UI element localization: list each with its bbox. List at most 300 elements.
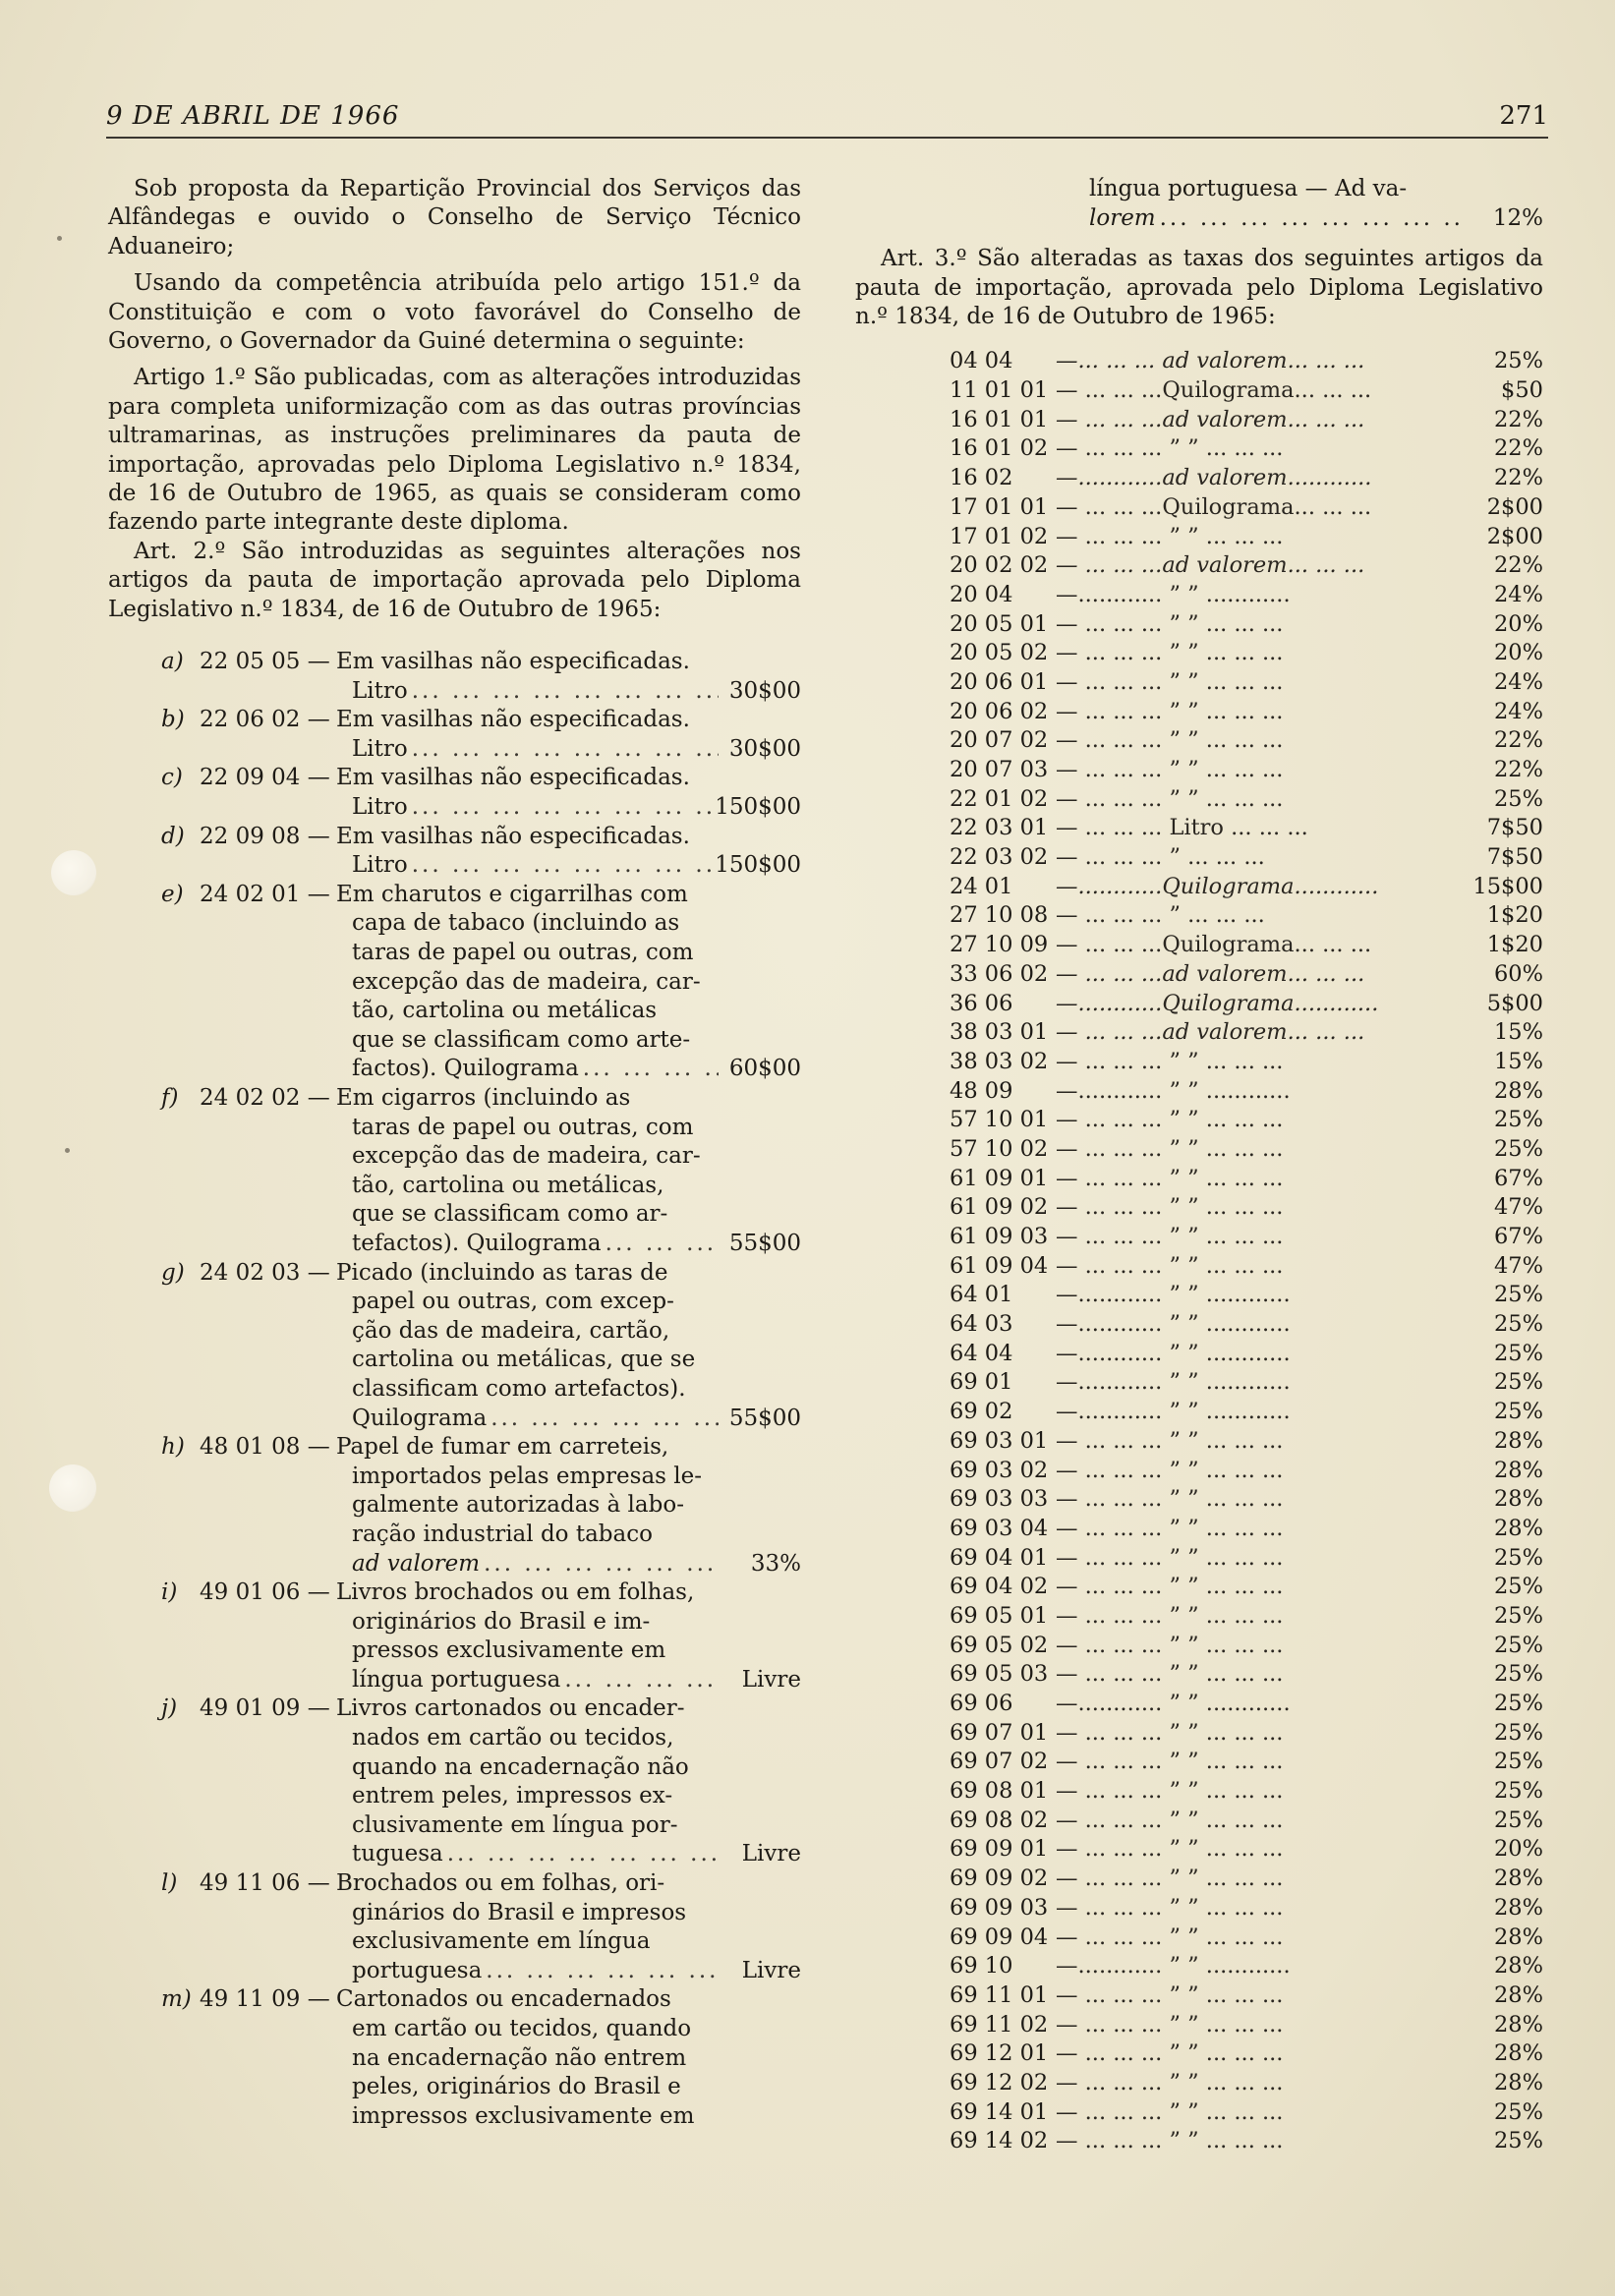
tariff-unit: — ... ... ... ” ” ... ... ...: [1056, 2069, 1284, 2095]
tariff-unit: —............ ” ” ............: [1056, 1953, 1291, 1980]
tariff-code: 61 09 01: [950, 1165, 1049, 1191]
item-unit: Litro: [352, 735, 408, 762]
tariff-unit: — ... ... ...ad valorem... ... ...: [1056, 960, 1365, 987]
tariff-rate: 25%: [1493, 1632, 1543, 1658]
item-text-line: Picado (incluindo as taras de: [336, 1259, 668, 1286]
item-m-continuation: [1089, 175, 1543, 233]
tariff-unit: —............ ” ” ............: [1056, 1369, 1291, 1396]
tariff-unit: — ... ... ... ” ” ... ... ...: [1056, 1544, 1284, 1571]
tariff-unit: — ... ... ... ” ” ... ... ...: [1056, 757, 1284, 783]
item-tariff-code: 22 06 02 —: [200, 707, 330, 733]
item-letter: e): [161, 881, 184, 907]
tariff-table: [950, 347, 1543, 2156]
tariff-rate: 25%: [1493, 1807, 1543, 1833]
tariff-row: [950, 523, 1543, 552]
tariff-unit: — ... ... ... ” ” ... ... ...: [1056, 610, 1284, 637]
amendment-items-list: [108, 648, 801, 2131]
tariff-unit: — ... ... ... ” ” ... ... ...: [1056, 1719, 1284, 1746]
tariff-rate: 47%: [1493, 1194, 1543, 1221]
tariff-unit: — ... ... ... ” ” ... ... ...: [1056, 435, 1284, 462]
tariff-code: 57 10 02: [950, 1135, 1049, 1162]
item-text-line: Em vasilhas não especificadas.: [336, 823, 690, 849]
tariff-row: [950, 990, 1543, 1019]
amendment-item: [108, 1259, 801, 1434]
tariff-row: [950, 1310, 1543, 1340]
tariff-row: [950, 668, 1543, 698]
tariff-row: [950, 1252, 1543, 1282]
article-3-paragraph: Art. 3.º São alteradas as taxas dos seguintes artigos da pauta de importação, aprovada pelo Diploma Legislativo n.º 1834, de 16 de Outubro de 1965:: [855, 246, 1543, 329]
tariff-row: [950, 406, 1543, 435]
tariff-unit: — ... ... ... ” ” ... ... ...: [1056, 1836, 1284, 1863]
right-column: [855, 175, 1543, 2156]
tariff-rate: 25%: [1493, 1574, 1543, 1600]
item-value: 150$00: [715, 852, 801, 879]
tariff-row: [950, 1632, 1543, 1661]
tariff-unit: —............Quilograma............: [1056, 990, 1379, 1016]
tariff-rate: 28%: [1493, 1953, 1543, 1980]
item-tariff-code: 49 01 06 —: [200, 1579, 330, 1606]
tariff-rate: 25%: [1493, 1719, 1543, 1746]
item-value: 30$00: [728, 677, 801, 704]
item-tariff-code: 48 01 08 —: [200, 1434, 330, 1461]
tariff-rate: 22%: [1493, 465, 1543, 491]
tariff-unit: — ... ... ...ad valorem... ... ...: [1056, 406, 1365, 432]
intro-paragraph: Sob proposta da Repartição Provincial dos Serviços das Alfândegas e ouvido o Conselho de Serviço Técnico Aduaneiro;: [108, 176, 801, 259]
tariff-row: [950, 814, 1543, 843]
tariff-unit: —............ ” ” ............: [1056, 1340, 1291, 1366]
tariff-rate: 22%: [1493, 435, 1543, 462]
tariff-unit: — ... ... ... ” ” ... ... ...: [1056, 1194, 1284, 1221]
page-number: 271: [1499, 101, 1548, 131]
item-letter: h): [161, 1434, 185, 1461]
tariff-rate: 28%: [1493, 2069, 1543, 2095]
item-text-line: Papel de fumar em carreteis,: [336, 1434, 669, 1461]
tariff-unit: — ... ... ... ” ... ... ...: [1056, 902, 1265, 929]
usando-paragraph: Usando da competência atribuída pelo artigo 151.º da Constituição e com o voto favorável do Conselho de Governo, o Governador da Guiné determina o seguinte:: [108, 270, 801, 355]
item-value: 55$00: [728, 1405, 801, 1431]
item-value: Livre: [741, 1666, 801, 1693]
tariff-code: 61 09 02: [950, 1194, 1049, 1221]
tariff-rate: 2$00: [1486, 523, 1543, 549]
tariff-rate: 28%: [1493, 2040, 1543, 2067]
tariff-code: 16 02: [950, 465, 1013, 491]
tariff-row: [950, 2069, 1543, 2098]
item-value: 12%: [1492, 204, 1543, 231]
tariff-rate: 15%: [1493, 1048, 1543, 1074]
tariff-rate: 22%: [1493, 757, 1543, 783]
tariff-code: 69 09 01: [950, 1836, 1049, 1863]
tariff-rate: 25%: [1493, 1399, 1543, 1425]
tariff-code: 38 03 01: [950, 1019, 1049, 1046]
tariff-code: 64 01: [950, 1282, 1013, 1308]
tariff-rate: 25%: [1493, 1749, 1543, 1775]
tariff-row: [950, 2098, 1543, 2128]
left-column: [108, 175, 801, 2131]
tariff-rate: 20%: [1493, 610, 1543, 637]
tariff-rate: 25%: [1493, 2098, 1543, 2125]
item-tariff-code: 22 09 04 —: [200, 765, 330, 791]
tariff-row: [950, 610, 1543, 640]
dot-leader: [412, 793, 711, 823]
tariff-code: 20 05 02: [950, 640, 1049, 666]
tariff-rate: 28%: [1493, 1866, 1543, 1892]
tariff-rate: 25%: [1493, 1602, 1543, 1629]
tariff-unit: — ... ... ...Quilograma... ... ...: [1056, 493, 1372, 520]
item-text-line: quando na encadernação não: [352, 1753, 689, 1780]
tariff-code: 33 06 02: [950, 960, 1049, 987]
amendment-item: [108, 1869, 801, 1985]
tariff-rate: $50: [1501, 377, 1543, 404]
amendment-item: [108, 823, 801, 881]
item-unit: portuguesa: [352, 1957, 483, 1983]
item-value: 150$00: [715, 794, 801, 821]
tariff-unit: — ... ... ... ” ” ... ... ...: [1056, 2011, 1284, 2038]
tariff-row: [950, 901, 1543, 931]
tariff-code: 24 01: [950, 873, 1013, 899]
tariff-unit: — ... ... ... ” ” ... ... ...: [1056, 1457, 1284, 1483]
tariff-rate: 15%: [1493, 1019, 1543, 1046]
tariff-unit: — ... ... ... ” ” ... ... ...: [1056, 1749, 1284, 1775]
tariff-unit: — ... ... ... ” ” ... ... ...: [1056, 668, 1284, 695]
tariff-unit: — ... ... ... ” ” ... ... ...: [1056, 1602, 1284, 1629]
page-header: [106, 101, 1548, 139]
tariff-rate: 25%: [1493, 785, 1543, 812]
tariff-row: [950, 2127, 1543, 2156]
tariff-unit: —............ ” ” ............: [1056, 1691, 1291, 1717]
tariff-rate: 22%: [1493, 727, 1543, 754]
tariff-rate: 7$50: [1486, 844, 1543, 871]
item-text-line: originários do Brasil e im-: [352, 1608, 651, 1635]
tariff-code: 69 03 01: [950, 1427, 1049, 1454]
tariff-row: [950, 1048, 1543, 1077]
tariff-code: 69 08 01: [950, 1778, 1049, 1805]
continuation-line: lorem: [1089, 204, 1156, 231]
tariff-row: [950, 698, 1543, 727]
tariff-code: 69 05 01: [950, 1602, 1049, 1629]
item-tariff-code: 22 05 05 —: [200, 649, 330, 675]
punch-hole-top: [51, 850, 96, 895]
tariff-code: 69 09 02: [950, 1866, 1049, 1892]
tariff-rate: 25%: [1493, 1311, 1543, 1338]
tariff-rate: 1$20: [1486, 902, 1543, 929]
tariff-rate: 24%: [1493, 698, 1543, 724]
item-tariff-code: 49 01 09 —: [200, 1695, 330, 1722]
dot-leader: [412, 677, 719, 707]
item-text-line: importados pelas empresas le-: [352, 1463, 703, 1489]
amendment-item: [108, 1578, 801, 1694]
tariff-rate: 22%: [1493, 552, 1543, 579]
item-letter: j): [161, 1695, 178, 1722]
tariff-row: [950, 1018, 1543, 1048]
amendment-item: [108, 706, 801, 764]
tariff-row: [950, 1894, 1543, 1923]
tariff-row: [950, 1660, 1543, 1690]
tariff-unit: — ... ... ... ” ” ... ... ...: [1056, 1923, 1284, 1950]
item-tariff-code: 24 02 03 —: [200, 1259, 330, 1286]
tariff-row: [950, 1777, 1543, 1807]
tariff-unit: —............ ” ” ............: [1056, 1311, 1291, 1338]
tariff-code: 22 03 01: [950, 815, 1049, 841]
tariff-unit: — ... ... ... ” ” ... ... ...: [1056, 727, 1284, 754]
tariff-rate: 25%: [1493, 1282, 1543, 1308]
item-value: 55$00: [728, 1230, 801, 1256]
item-unit: ad valorem: [352, 1550, 481, 1577]
tariff-row: [950, 347, 1543, 376]
tariff-rate: 28%: [1493, 1427, 1543, 1454]
tariff-row: [950, 493, 1543, 523]
item-text-line: Em vasilhas não especificadas.: [336, 765, 690, 791]
tariff-unit: — ... ... ... ” ” ... ... ...: [1056, 2040, 1284, 2067]
item-text-line: Em charutos e cigarrilhas com: [336, 881, 688, 907]
tariff-row: [950, 873, 1543, 902]
tariff-code: 69 14 01: [950, 2098, 1049, 2125]
tariff-rate: 28%: [1493, 2011, 1543, 2038]
tariff-row: [950, 960, 1543, 990]
tariff-row: [950, 376, 1543, 406]
item-letter: a): [161, 649, 184, 675]
tariff-rate: 20%: [1493, 1836, 1543, 1863]
item-text-line: que se classificam como ar-: [352, 1201, 668, 1228]
tariff-unit: — ... ... ... ” ” ... ... ...: [1056, 1866, 1284, 1892]
item-text-line: Em cigarros (incluindo as: [336, 1085, 631, 1111]
item-text-line: pressos exclusivamente em: [352, 1637, 666, 1664]
tariff-code: 20 07 03: [950, 757, 1049, 783]
tariff-row: [950, 785, 1543, 815]
tariff-row: [950, 726, 1543, 756]
tariff-unit: — ... ... ... ” ” ... ... ...: [1056, 523, 1284, 549]
tariff-unit: — ... ... ... ” ” ... ... ...: [1056, 698, 1284, 724]
tariff-rate: 22%: [1493, 406, 1543, 432]
amendment-item: [108, 881, 801, 1084]
dot-leader: [412, 851, 711, 881]
tariff-code: 48 09: [950, 1077, 1013, 1104]
tariff-code: 69 07 02: [950, 1749, 1049, 1775]
tariff-row: [950, 1193, 1543, 1223]
dot-leader: [447, 1840, 719, 1869]
tariff-rate: 2$00: [1486, 493, 1543, 520]
tariff-unit: — ... ... ... ” ” ... ... ...: [1056, 1107, 1284, 1133]
tariff-code: 69 08 02: [950, 1807, 1049, 1833]
tariff-row: [950, 1427, 1543, 1457]
tariff-code: 27 10 09: [950, 932, 1049, 958]
tariff-unit: —... ... ... ad valorem... ... ...: [1056, 348, 1365, 374]
tariff-unit: — ... ... ... ” ” ... ... ...: [1056, 2098, 1284, 2125]
tariff-code: 20 07 02: [950, 727, 1049, 754]
tariff-row: [950, 1340, 1543, 1369]
tariff-rate: 5$00: [1486, 990, 1543, 1016]
tariff-rate: 47%: [1493, 1252, 1543, 1279]
tariff-unit: — ... ... ... ” ” ... ... ...: [1056, 1515, 1284, 1541]
tariff-rate: 28%: [1493, 1515, 1543, 1541]
tariff-unit: — ... ... ... ” ” ... ... ...: [1056, 1807, 1284, 1833]
tariff-rate: 28%: [1493, 1923, 1543, 1950]
amendment-item: [108, 1433, 801, 1578]
tariff-row: [950, 551, 1543, 581]
item-text-line: Em vasilhas não especificadas.: [336, 707, 690, 733]
tariff-rate: 25%: [1493, 1544, 1543, 1571]
article-2-paragraph: Art. 2.º São introduzidas as seguintes alterações nos artigos da pauta de importação aprovada pelo Diploma Legislativo n.º 1834, de 16 de Outubro de 1965:: [108, 538, 801, 622]
tariff-code: 22 03 02: [950, 844, 1049, 871]
tariff-rate: 28%: [1493, 1981, 1543, 2008]
tariff-unit: — ... ... ...ad valorem... ... ...: [1056, 552, 1365, 579]
tariff-code: 64 04: [950, 1340, 1013, 1366]
tariff-unit: — ... ... ... ” ” ... ... ...: [1056, 2128, 1284, 2154]
article-1-paragraph: Artigo 1.º São publicadas, com as alterações introduzidas para completa uniformização com as das outras províncias ultramarinas, as instruções preliminares da pauta de importação, aprovadas pelo Diploma Legislativo n.º 1834, de 16 de Outubro de 1965, as quais se consideram como fazendo parte integrante deste diploma.: [108, 365, 801, 536]
tariff-row: [950, 1106, 1543, 1135]
item-text-line: taras de papel ou outras, com: [352, 1114, 694, 1140]
tariff-rate: 25%: [1493, 1691, 1543, 1717]
tariff-row: [950, 1515, 1543, 1544]
tariff-unit: — ... ... ... ” ... ... ...: [1056, 844, 1265, 871]
tariff-row: [950, 1865, 1543, 1894]
tariff-row: [950, 1748, 1543, 1777]
dot-leader: [484, 1550, 719, 1579]
tariff-code: 36 06: [950, 990, 1013, 1016]
tariff-code: 38 03 02: [950, 1048, 1049, 1074]
item-text-line: excepção das de madeira, car-: [352, 968, 701, 995]
item-unit: factos). Quilograma: [352, 1056, 579, 1082]
tariff-code: 69 11 01: [950, 1981, 1049, 2008]
tariff-row: [950, 1223, 1543, 1252]
tariff-rate: 25%: [1493, 1340, 1543, 1366]
item-text-line: taras de papel ou outras, com: [352, 940, 694, 966]
item-letter: b): [161, 707, 185, 733]
tariff-unit: — ... ... ... ” ” ... ... ...: [1056, 1252, 1284, 1279]
header-date: 9 DE ABRIL DE 1966: [106, 101, 400, 131]
dot-leader: [583, 1055, 719, 1084]
tariff-row: [950, 2039, 1543, 2069]
tariff-row: [950, 1835, 1543, 1865]
tariff-code: 61 09 03: [950, 1224, 1049, 1250]
item-text-line: em cartão ou tecidos, quando: [352, 2016, 692, 2041]
item-unit: Litro: [352, 852, 408, 879]
tariff-rate: 20%: [1493, 640, 1543, 666]
tariff-row: [950, 464, 1543, 493]
tariff-rate: 67%: [1493, 1165, 1543, 1191]
item-text-line: papel ou outras, com excep-: [352, 1289, 674, 1315]
tariff-code: 04 04: [950, 348, 1013, 374]
tariff-row: [950, 1485, 1543, 1515]
tariff-code: 69 14 02: [950, 2128, 1049, 2154]
tariff-row: [950, 1457, 1543, 1486]
tariff-unit: — ... ... ... ” ” ... ... ...: [1056, 1165, 1284, 1191]
item-text-line: impressos exclusivamente em: [352, 2102, 695, 2129]
tariff-unit: —............ ” ” ............: [1056, 1282, 1291, 1308]
continuation-line: língua portuguesa — Ad va-: [1089, 176, 1408, 201]
item-text-line: peles, originários do Brasil e: [352, 2074, 681, 2100]
item-letter: m): [161, 1986, 192, 2013]
amendment-item: [108, 764, 801, 822]
item-unit: Litro: [352, 677, 408, 704]
item-text-line: que se classificam como arte-: [352, 1026, 691, 1053]
tariff-unit: — ... ... ... ” ” ... ... ...: [1056, 1661, 1284, 1688]
tariff-unit: — ... ... ... ” ” ... ... ...: [1056, 1486, 1284, 1513]
dot-leader: [564, 1666, 719, 1695]
tariff-unit: — ... ... ...ad valorem... ... ...: [1056, 1019, 1365, 1046]
tariff-unit: — ... ... ... ” ” ... ... ...: [1056, 1048, 1284, 1074]
tariff-unit: — ... ... ...Quilograma... ... ...: [1056, 377, 1372, 404]
item-text-line: excepção das de madeira, car-: [352, 1143, 701, 1170]
item-text-line: nados em cartão ou tecidos,: [352, 1725, 674, 1751]
tariff-code: 69 04 02: [950, 1574, 1049, 1600]
tariff-code: 69 09 03: [950, 1894, 1049, 1921]
tariff-code: 57 10 01: [950, 1107, 1049, 1133]
item-text-line: cartolina ou metálicas, que se: [352, 1347, 696, 1373]
tariff-unit: — ... ... ... Litro ... ... ...: [1056, 815, 1308, 841]
item-text-line: ção das de madeira, cartão,: [352, 1317, 670, 1344]
paper-speck: [57, 236, 62, 241]
tariff-unit: —............ad valorem............: [1056, 465, 1372, 491]
tariff-unit: — ... ... ... ” ” ... ... ...: [1056, 1894, 1284, 1921]
tariff-code: 69 11 02: [950, 2011, 1049, 2038]
tariff-rate: 25%: [1493, 1135, 1543, 1162]
item-text-line: classificam como artefactos).: [352, 1375, 686, 1402]
item-value: Livre: [741, 1841, 801, 1867]
tariff-rate: 25%: [1493, 1778, 1543, 1805]
item-letter: g): [161, 1259, 185, 1286]
tariff-code: 20 04: [950, 581, 1013, 607]
amendment-item: [108, 1084, 801, 1259]
tariff-row: [950, 1368, 1543, 1398]
item-unit: língua portuguesa: [352, 1666, 561, 1693]
tariff-unit: —............Quilograma............: [1056, 873, 1379, 899]
tariff-code: 69 09 04: [950, 1923, 1049, 1950]
tariff-rate: 60%: [1493, 960, 1543, 987]
item-tariff-code: 24 02 02 —: [200, 1085, 330, 1111]
tariff-unit: —............ ” ” ............: [1056, 1077, 1291, 1104]
tariff-row: [950, 931, 1543, 960]
tariff-code: 16 01 02: [950, 435, 1049, 462]
dot-leader: [490, 1405, 719, 1434]
tariff-code: 69 03 03: [950, 1486, 1049, 1513]
tariff-rate: 7$50: [1486, 815, 1543, 841]
tariff-code: 17 01 02: [950, 523, 1049, 549]
tariff-rate: 24%: [1493, 581, 1543, 607]
item-text-line: Em vasilhas não especificadas.: [336, 649, 690, 675]
tariff-code: 27 10 08: [950, 902, 1049, 929]
item-tariff-code: 24 02 01 —: [200, 881, 330, 907]
item-unit: Quilograma: [352, 1405, 488, 1431]
punch-hole-bottom: [49, 1464, 96, 1512]
tariff-unit: —............ ” ” ............: [1056, 581, 1291, 607]
tariff-code: 69 05 02: [950, 1632, 1049, 1658]
tariff-unit: —............ ” ” ............: [1056, 1399, 1291, 1425]
item-letter: c): [161, 765, 183, 791]
tariff-row: [950, 1398, 1543, 1427]
item-text-line: entrem peles, impressos ex-: [352, 1783, 673, 1809]
tariff-unit: — ... ... ... ” ” ... ... ...: [1056, 1981, 1284, 2008]
item-text-line: ginários do Brasil e impresos: [352, 1899, 687, 1925]
item-tariff-code: 49 11 06 —: [200, 1870, 330, 1897]
item-text-line: tão, cartolina ou metálicas: [352, 998, 658, 1024]
tariff-row: [950, 1807, 1543, 1836]
amendment-item: [108, 648, 801, 706]
item-text-line: Livros cartonados ou encader-: [336, 1695, 685, 1722]
tariff-code: 22 01 02: [950, 785, 1049, 812]
item-unit: tuguesa: [352, 1841, 443, 1867]
tariff-rate: 67%: [1493, 1224, 1543, 1250]
tariff-unit: — ... ... ... ” ” ... ... ...: [1056, 1574, 1284, 1600]
amendment-item: [108, 1985, 801, 2131]
tariff-unit: — ... ... ... ” ” ... ... ...: [1056, 1224, 1284, 1250]
tariff-code: 69 03 04: [950, 1515, 1049, 1541]
item-tariff-code: 22 09 08 —: [200, 823, 330, 849]
tariff-code: 69 12 02: [950, 2069, 1049, 2095]
tariff-row: [950, 756, 1543, 785]
tariff-rate: 24%: [1493, 668, 1543, 695]
tariff-unit: — ... ... ...Quilograma... ... ...: [1056, 932, 1372, 958]
tariff-rate: 1$20: [1486, 932, 1543, 958]
